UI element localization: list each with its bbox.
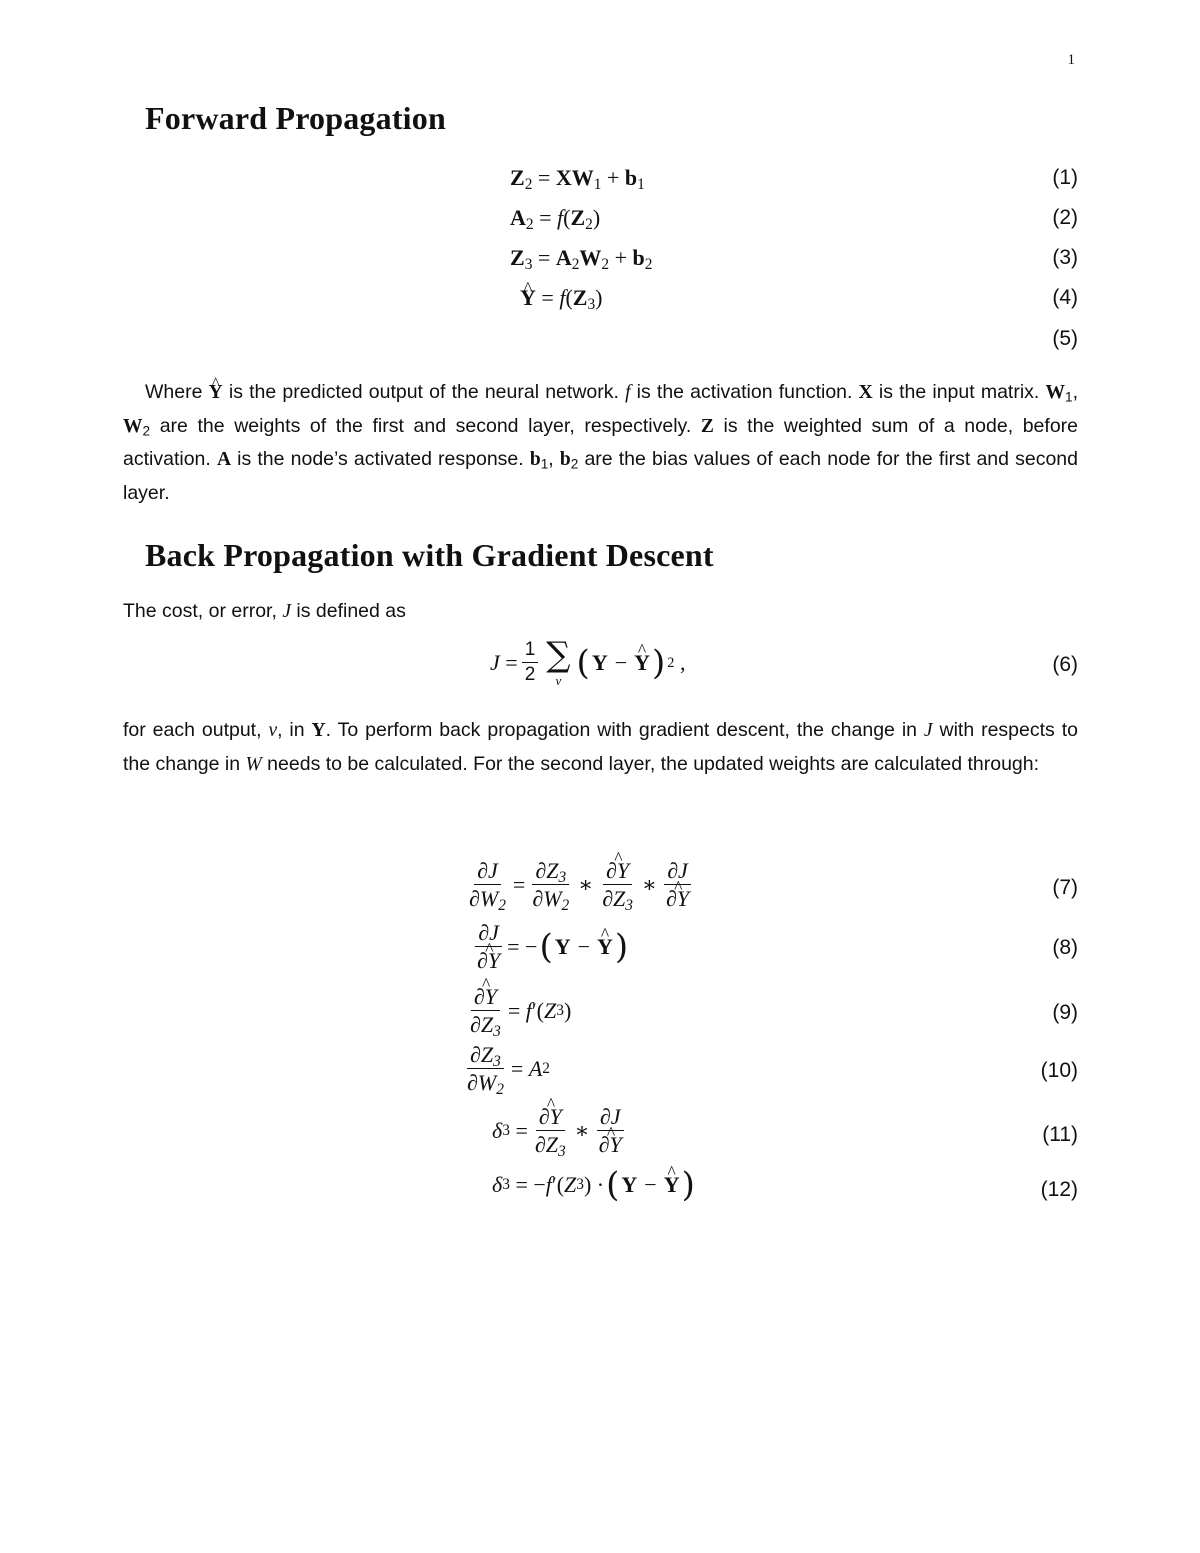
equation-number: (7) (1052, 876, 1078, 899)
equation-number: (11) (1042, 1123, 1078, 1146)
equation-number: (10) (1040, 1059, 1078, 1082)
equation-number: (3) (1052, 246, 1078, 269)
equation-body: $Z_2 = XW_1 + b_1$ (510, 165, 645, 193)
equation-7-body: $\frac{\partial J}{\partial W_2}$ = $\frac{\partial Z_3}{\partial W_2}$ ∗ ^ $\frac{\partial Y}{\partial Z_3}$ ∗ ∂J ^ ∂Y (462, 858, 696, 912)
equation-1 (0, 158, 1200, 198)
equation-number: (5) (1052, 327, 1078, 350)
equation-11-body: δ 3 = ^ $\frac{\partial Y}{\partial Z_3}$ ∗ ∂J ^ ∂Y (492, 1104, 629, 1158)
section-title-forward: Forward Propagation (145, 100, 446, 136)
equation-6-body: J = $\frac{1}{2}$ ∑ v ( Y − ^ Y ) 2 , (490, 638, 685, 687)
page-number: 1 (1067, 52, 1075, 68)
equation-10-body: $\frac{\partial Z_3}{\partial W_2}$ = A 2 (467, 1042, 550, 1099)
equation-number: (9) (1052, 1001, 1078, 1024)
equation-9-body: ^ $\frac{\partial Y}{\partial Z_3}$ = f ′( Z 3 ) (463, 984, 571, 1038)
paragraph-forward-description: Where ^ Y is the predicted output of the neural network. f is the activation function. X is the input matrix. $W_1$, $W_2$ are the weights of the first and second layer, respectively. Z is the weighted sum of a node, before activation. A is the node’s activated response. $b_1$, $b_2$ are the bias values of each node for the first and second layer. (123, 376, 1078, 510)
equation-number: (8) (1052, 936, 1078, 959)
equation-number: (2) (1052, 206, 1078, 229)
equation-12-body: δ 3 = − f ′( Z 3 ) · ( Y − ^ Y ) (492, 1168, 697, 1202)
paragraph-cost-intro: The cost, or error, J is defined as (123, 600, 406, 622)
equation-number: (12) (1040, 1178, 1078, 1201)
equation-number: (1) (1052, 166, 1078, 189)
equation-8-body: ∂J ^ ∂Y = − ( Y − ^ Y ) (470, 920, 630, 974)
equation-number: (6) (1052, 653, 1078, 676)
equation-number: (4) (1052, 286, 1078, 309)
paragraph-backprop-description: for each output, v, in Y. To perform back propagation with gradient descent, the change in J with respects to the change in W needs to be calculated. For the second layer, the updated weights are calculated through: (123, 719, 1078, 775)
equation-body: ^ $Y = f(Z_3)$ (520, 278, 602, 318)
equation-body: $A_2 = f(Z_2)$ (510, 205, 601, 233)
section-title-backprop: Back Propagation with Gradient Descent (145, 537, 714, 573)
equation-4 (0, 278, 1200, 318)
equation-5 (0, 319, 1200, 359)
equation-2 (0, 198, 1200, 238)
equation-3 (0, 238, 1200, 278)
equation-body: $Z_3 = A_2W_2 + b_2$ (510, 245, 653, 273)
